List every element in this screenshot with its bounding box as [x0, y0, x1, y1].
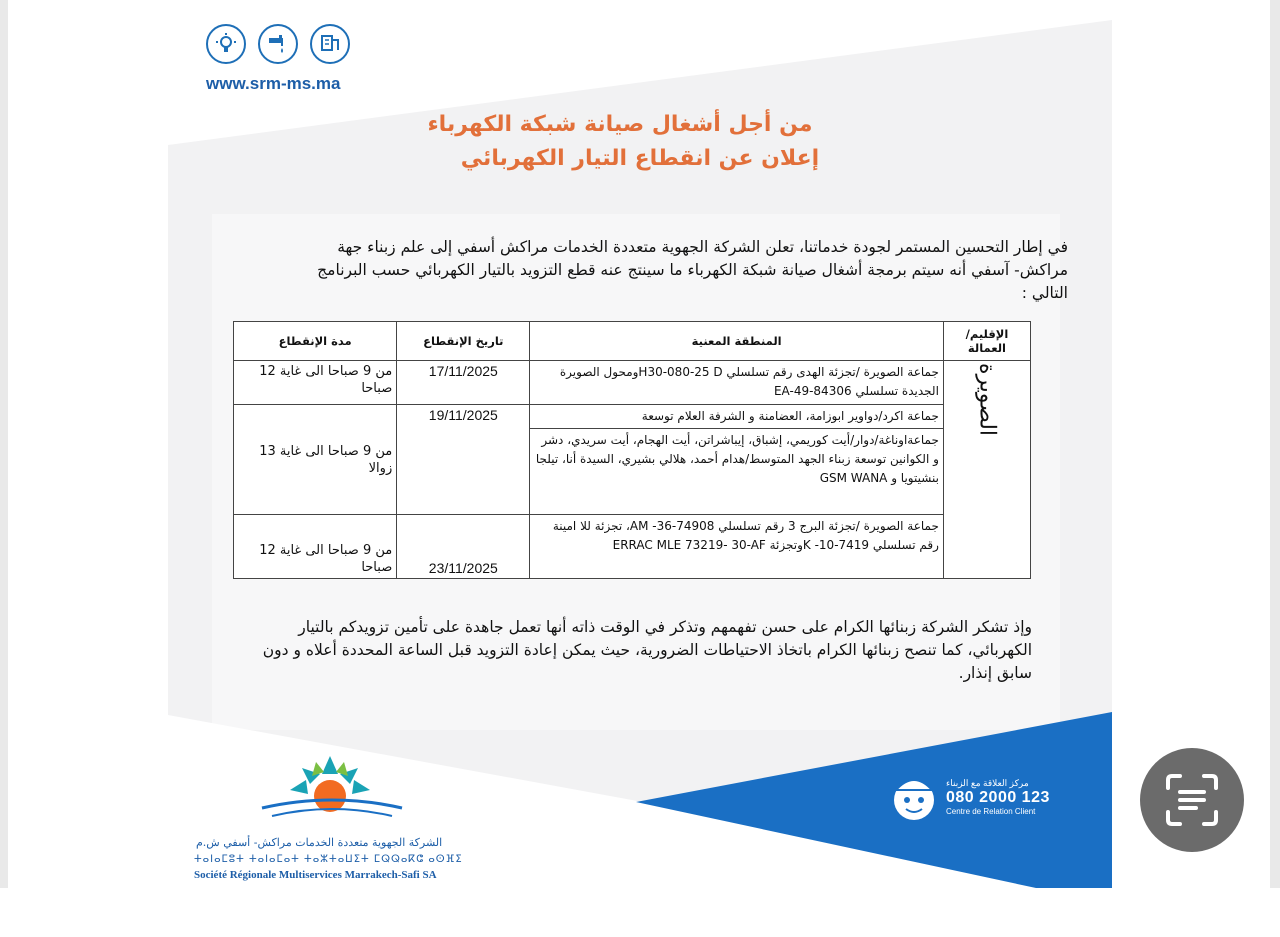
viewer-bottom-strip	[0, 888, 1280, 937]
header-date: تاريخ الإنقطاع	[397, 322, 530, 361]
company-logo	[192, 752, 482, 836]
duration-cell: من 9 صباحا الى غاية 12 صباحا	[234, 361, 397, 405]
header-duration: مدة الإنقطاع	[234, 322, 397, 361]
contact-label-ar: مركز العلاقة مع الزبناء	[946, 778, 1029, 788]
province-cell	[943, 361, 1030, 579]
closing-paragraph: وإذ تشكر الشركة زبنائها الكرام على حسن تفهمهم وتذكر في الوقت ذاته أنها تعمل جاهدة على تأمين تزويدكم بالتيار الكهربائي، كما تنصح زبنائها الكرام باتخاذ الاحتياطات الضرورية، حيث يمكن إعادة التزويد قبل الساعة المحددة أعلاه و دون سابق إنذار.	[262, 618, 1032, 682]
water-tap-icon	[258, 24, 298, 64]
viewer-right-edge	[1270, 0, 1280, 890]
company-name-fr: Société Régionale Multiservices Marrakech-Safi SA	[194, 869, 437, 881]
call-center-agent-icon	[888, 768, 940, 826]
date-cell: 17/11/2025	[397, 361, 530, 405]
lightbulb-icon	[206, 24, 246, 64]
intro-paragraph: في إطار التحسين المستمر لجودة خدماتنا، تعلن الشركة الجهوية متعددة الخدمات مراكش أسفي إلى علم زبناء جهة مراكش- آسفي أنه سيتم برمجة أشغال صيانة شبكة الكهرباء ما سينتج عنه قطع التزويد بالتيار الكهربائي حسب البرنامج التالي :	[317, 238, 1068, 302]
website-url: www.srm-ms.ma	[206, 74, 341, 93]
zone-line: جماعةاوناغة/دوار/أيت كوريمي، إشباق، إيباشراتن، أيت الهجام، أيت سريدي، دشر و الكوانين توسعة زبناء الجهد المتوسط/هدام أحمد، هلالي بشيري، السيدة أنا، تيلجا بنشيتويا و GSM WANA	[530, 428, 943, 490]
date-cell: 19/11/2025	[397, 405, 530, 515]
province-name: الصويرة	[974, 363, 1000, 437]
header-zone: المنطقة المعنية	[530, 322, 944, 361]
zone-cell: جماعة الصويرة /تجزئة الهدى رقم تسلسلي H30-080-25 Dومحول الصويرة الجديدة تسلسلي EA-49-84306	[530, 361, 944, 405]
sanitation-icon	[310, 24, 350, 64]
zone-cell	[530, 405, 944, 515]
table-row	[234, 405, 1031, 515]
document-page	[168, 0, 1112, 888]
service-icons	[206, 24, 350, 64]
notice-title-line1: من أجل أشغال صيانة شبكة الكهرباء	[427, 112, 813, 137]
table-header-row	[234, 322, 1031, 361]
duration-cell: من 9 صباحا الى غاية 13 زوالا	[234, 405, 397, 515]
table-row	[234, 361, 1031, 405]
zone-cell: جماعة الصويرة /تجزئة البرج 3 رقم تسلسلي AM -36-74908، تجزئة للا امينة رقم تسلسلي K -10-7419وتجزئة ERRAC MLE 73219- 30-AF	[530, 515, 944, 579]
notice-title-line2: إعلان عن انقطاع التيار الكهربائي	[460, 146, 820, 171]
company-name-ar: الشركة الجهوية متعددة الخدمات مراكش- أسفي ش.م	[196, 836, 443, 849]
viewer-left-edge	[0, 0, 8, 890]
header-province: الإقليم/العمالة	[943, 322, 1030, 361]
text-scan-icon	[1162, 770, 1222, 830]
duration-cell: من 9 صباحا الى غاية 12 صباحا	[234, 515, 397, 579]
date-cell: 23/11/2025	[397, 515, 530, 579]
zone-line: جماعة اكرد/دواوير ابوزامة، العضامنة و الشرفة العلام توسعة	[641, 409, 939, 423]
outage-schedule-table	[233, 321, 1031, 579]
company-name-amazigh: ⵜⴰⵏⴰⵎⵓⵜ ⵜⴰⵏⴰⵎⴰⵜ ⵜⴰⵣⵜⴰⵡⵉⵜ ⵎⵕⵕⴰⴽⵛ ⴰⵙⴼⵉ	[194, 854, 463, 865]
table-row	[234, 515, 1031, 579]
customer-center	[888, 768, 1050, 826]
contact-phone-number: 080 2000 123	[946, 789, 1050, 806]
text-scan-button[interactable]	[1140, 748, 1244, 852]
contact-label-fr: Centre de Relation Client	[946, 807, 1036, 816]
